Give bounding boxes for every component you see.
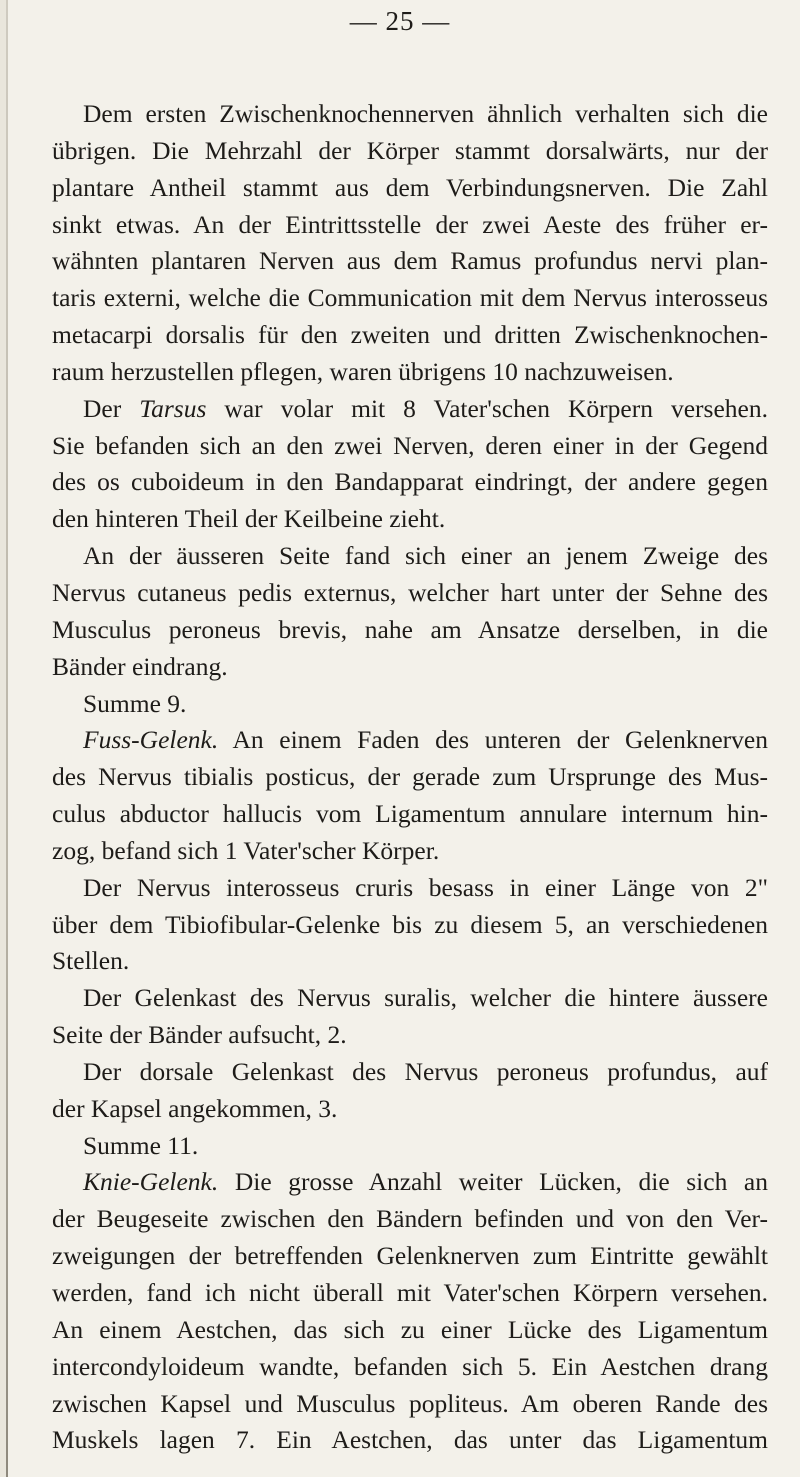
text-line: Der Nervus interosseus cruris besass in einer Länge von 2" <box>83 872 768 902</box>
page-number: — 25 — <box>349 6 451 36</box>
text-line: zwischen Kapsel und Musculus popliteus. Am oberen Rande des <box>52 1388 768 1418</box>
body-text <box>52 96 768 1459</box>
text-line: zog, befand sich 1 Vater'scher Körper. <box>52 835 440 865</box>
text-line: Der dorsale Gelenkast des Nervus peroneus profundus, auf <box>83 1056 768 1086</box>
text-line: Stellen. <box>52 946 130 976</box>
text-line: der Beugeseite zwischen den Bändern befinden und von den Ver- <box>52 1204 768 1234</box>
text-line: raum herzustellen pflegen, waren übrigens 10 nachzuweisen. <box>52 356 674 386</box>
section-heading-fuss-gelenk: Fuss-Gelenk. <box>83 725 219 755</box>
text-line: taris externi, welche die Communication mit dem Nervus interosseus <box>52 283 768 313</box>
sum-line: Summe 9. <box>83 688 187 718</box>
text-line: plantare Antheil stammt aus dem Verbindungsnerven. Die Zahl <box>52 172 768 202</box>
text-line <box>52 1164 768 1201</box>
text-line: Nervus cutaneus pedis externus, welcher hart unter der Sehne des <box>52 577 768 607</box>
text-line: Sie befanden sich an den zwei Nerven, deren einer in der Gegend <box>52 430 768 460</box>
text-line <box>52 722 768 759</box>
text-line: metacarpi dorsalis für den zweiten und dritten Zwischenknochen- <box>52 320 768 350</box>
text-line: Bänder eindrang. <box>52 651 228 681</box>
text-line: übrigen. Die Mehrzahl der Körper stammt dorsalwärts, nur der <box>52 135 768 165</box>
text-line: werden, fand ich nicht überall mit Vater'schen Körpern versehen. <box>52 1278 768 1307</box>
text-line: der Kapsel angekommen, 3. <box>52 1093 338 1123</box>
text-line: An der äusseren Seite fand sich einer an jenem Zweige des <box>83 541 768 571</box>
text-line: Dem ersten Zwischenknochennerven ähnlich verhalten sich die <box>83 99 768 128</box>
section-heading-tarsus: Tarsus <box>139 393 207 423</box>
text-line: zweigungen der betreffenden Gelenknerven zum Eintritte gewählt <box>52 1241 768 1271</box>
text-line: den hinteren Theil der Keilbeine zieht. <box>52 504 446 534</box>
section-heading-knie-gelenk: Knie-Gelenk. <box>83 1167 219 1197</box>
text-line: culus abductor hallucis vom Ligamentum annulare internum hin- <box>52 799 768 829</box>
text-line: Der Gelenkast des Nervus suralis, welcher die hintere äussere <box>83 983 768 1013</box>
text-line: des Nervus tibialis posticus, der gerade zum Ursprunge des Mus- <box>52 762 768 792</box>
text-run: war volar mit 8 Vater'schen Körpern versehen. <box>206 393 768 423</box>
text-line: Seite der Bänder aufsucht, 2. <box>52 1020 347 1050</box>
text-run: Die grosse Anzahl weiter Lücken, die sich an <box>218 1167 768 1197</box>
page-edge-line <box>6 0 8 1477</box>
text-line: Muskels lagen 7. Ein Aestchen, das unter das Ligamentum <box>52 1425 768 1455</box>
text-line: sinkt etwas. An der Eintrittsstelle der zwei Aeste des früher er- <box>52 209 768 239</box>
text-run: Der <box>83 393 140 423</box>
text-line <box>52 391 768 428</box>
text-line: intercondyloideum wandte, befanden sich 5. Ein Aestchen drang <box>52 1351 768 1381</box>
text-run: An einem Faden des unteren der Gelenknerven <box>218 725 768 755</box>
sum-line: Summe 11. <box>83 1130 199 1160</box>
text-line: des os cuboideum in den Bandapparat eindringt, der andere gegen <box>52 467 768 497</box>
text-line: wähnten plantaren Nerven aus dem Ramus profundus nervi plan- <box>52 246 768 276</box>
text-line: über dem Tibiofibular-Gelenke bis zu diesem 5, an verschiedenen <box>52 909 768 939</box>
text-line: Musculus peroneus brevis, nahe am Ansatze derselben, in die <box>52 614 768 644</box>
text-line: An einem Aestchen, das sich zu einer Lücke des Ligamentum <box>52 1314 768 1344</box>
